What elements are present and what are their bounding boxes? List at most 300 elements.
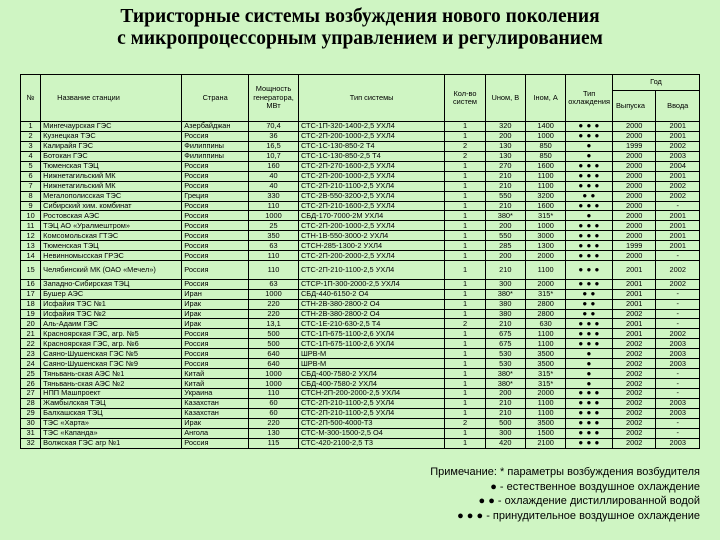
header-cooling: Тип охлаждения [566, 75, 613, 122]
cell-power: 40 [249, 181, 299, 191]
cell-num: 11 [21, 221, 41, 231]
cell-count: 1 [445, 438, 485, 448]
cell-power: 220 [249, 309, 299, 319]
cell-power: 1000 [249, 211, 299, 221]
cell-num: 2 [21, 131, 41, 141]
cell-year-release: 2001 [612, 289, 655, 299]
cell-unom: 380* [485, 289, 525, 299]
cell-year-release: 2000 [612, 211, 655, 221]
cell-year-commission: 2001 [656, 231, 700, 241]
cell-inom: 315* [525, 369, 565, 379]
cell-system: СБД-170-7000-2М УХЛ4 [298, 211, 444, 221]
cell-unom: 210 [485, 181, 525, 191]
cell-count: 1 [445, 261, 485, 280]
cell-year-release: 1999 [612, 141, 655, 151]
cell-system: СТС-1С-130-850-2 Т4 [298, 141, 444, 151]
cell-cooling: ● ● [566, 309, 613, 319]
cell-count: 1 [445, 201, 485, 211]
cell-station: Тяньвань-ская АЭС №2 [41, 379, 182, 389]
cell-country: Россия [182, 201, 249, 211]
cell-year-commission: 2002 [656, 279, 700, 289]
cell-station: Аль-Адаим ГЭС [41, 319, 182, 329]
excitation-systems-table [20, 74, 700, 449]
cell-station: Тяньвань-ская АЭС №1 [41, 369, 182, 379]
cell-count: 1 [445, 191, 485, 201]
cell-cooling: ● [566, 141, 613, 151]
cell-unom: 380 [485, 299, 525, 309]
cell-country: Ирак [182, 309, 249, 319]
header-unom: Uном, В [485, 75, 525, 122]
cell-year-release: 2000 [612, 181, 655, 191]
cell-num: 5 [21, 161, 41, 171]
table-row [21, 418, 700, 428]
cell-inom: 2100 [525, 438, 565, 448]
note-line-3: ● ● - охлаждение дистиллированной водой [478, 495, 700, 507]
table-row [21, 319, 700, 329]
cell-power: 500 [249, 339, 299, 349]
cell-year-commission: 2003 [656, 438, 700, 448]
cell-station: Комсомольская ГТЭС [41, 231, 182, 241]
cell-num: 29 [21, 408, 41, 418]
cell-count: 1 [445, 279, 485, 289]
header-year: Год [612, 75, 699, 91]
cell-station: Ростовская АЭС [41, 211, 182, 221]
cell-station: ТЭС «Капанда» [41, 428, 182, 438]
cell-count: 1 [445, 359, 485, 369]
cell-cooling: ● ● ● [566, 161, 613, 171]
cell-system: СТС-2В-550-3200-2,5 УХЛ4 [298, 191, 444, 201]
cell-num: 12 [21, 231, 41, 241]
cell-year-commission: - [656, 428, 700, 438]
cell-num: 23 [21, 349, 41, 359]
cell-country: Россия [182, 251, 249, 261]
cell-inom: 630 [525, 319, 565, 329]
cell-country: Россия [182, 279, 249, 289]
cell-inom: 1100 [525, 339, 565, 349]
cell-unom: 200 [485, 389, 525, 399]
cell-inom: 2000 [525, 389, 565, 399]
cell-year-release: 2000 [612, 122, 655, 132]
cell-system: СТС-2П-200-1000-2,5 УХЛ4 [298, 131, 444, 141]
cell-power: 70,4 [249, 122, 299, 132]
cell-cooling: ● ● ● [566, 231, 613, 241]
cell-power: 110 [249, 261, 299, 280]
cell-cooling: ● ● ● [566, 131, 613, 141]
cell-unom: 300 [485, 428, 525, 438]
cell-power: 640 [249, 359, 299, 369]
cell-system: СБД-400-7580-2 УХЛ4 [298, 369, 444, 379]
cell-inom: 1100 [525, 329, 565, 339]
cell-station: ТЭЦ АО «Уралмештром» [41, 221, 182, 231]
cell-year-release: 2000 [612, 231, 655, 241]
cell-station: Красноярская ГЭС, агр. №6 [41, 339, 182, 349]
cell-unom: 200 [485, 131, 525, 141]
cell-station: Ботокан ГЭС [41, 151, 182, 161]
cell-cooling: ● [566, 211, 613, 221]
cell-count: 1 [445, 299, 485, 309]
cell-inom: 1000 [525, 131, 565, 141]
cell-inom: 2000 [525, 251, 565, 261]
cell-station: Калирайя ГЭС [41, 141, 182, 151]
table-row [21, 359, 700, 369]
cell-num: 3 [21, 141, 41, 151]
cell-inom: 3500 [525, 418, 565, 428]
cell-cooling: ● [566, 369, 613, 379]
cell-year-commission: 2003 [656, 349, 700, 359]
cell-year-commission: 2003 [656, 339, 700, 349]
cell-count: 1 [445, 408, 485, 418]
cell-power: 40 [249, 171, 299, 181]
cell-year-commission: - [656, 319, 700, 329]
cell-inom: 315* [525, 211, 565, 221]
cell-year-release: 2002 [612, 339, 655, 349]
cell-year-commission: 2003 [656, 151, 700, 161]
cell-power: 220 [249, 299, 299, 309]
cell-station: Кузнецкая ТЭС [41, 131, 182, 141]
table-row [21, 181, 700, 191]
cell-system: СТС-2П-200-1000-2,5 УХЛ4 [298, 221, 444, 231]
cell-power: 160 [249, 161, 299, 171]
table-row [21, 369, 700, 379]
cell-year-commission: - [656, 309, 700, 319]
cell-cooling: ● ● ● [566, 319, 613, 329]
table-row [21, 201, 700, 211]
cell-inom: 315* [525, 379, 565, 389]
cell-year-commission: - [656, 289, 700, 299]
cell-unom: 675 [485, 329, 525, 339]
cell-inom: 1100 [525, 171, 565, 181]
cell-count: 1 [445, 428, 485, 438]
cell-power: 16,5 [249, 141, 299, 151]
cell-power: 60 [249, 398, 299, 408]
cell-unom: 550 [485, 231, 525, 241]
cell-unom: 210 [485, 261, 525, 280]
cell-power: 60 [249, 408, 299, 418]
cell-count: 1 [445, 398, 485, 408]
cell-power: 350 [249, 231, 299, 241]
cell-year-release: 2002 [612, 398, 655, 408]
cell-country: Россия [182, 329, 249, 339]
cell-year-commission: - [656, 418, 700, 428]
cell-station: Нижнетагильский МК [41, 181, 182, 191]
table-row [21, 349, 700, 359]
header-count: Кол-во систем [445, 75, 485, 122]
table-row [21, 141, 700, 151]
cell-cooling: ● ● ● [566, 251, 613, 261]
table-row [21, 398, 700, 408]
cell-station: Челябинский МК (ОАО «Мечел») [41, 261, 182, 280]
cell-country: Россия [182, 241, 249, 251]
table-row [21, 329, 700, 339]
table-row [21, 289, 700, 299]
table-row [21, 339, 700, 349]
cell-country: Китай [182, 369, 249, 379]
header-num: № [21, 75, 41, 122]
note-line-1: Примечание: * параметры возбуждения возбудителя [430, 466, 700, 478]
table-row [21, 221, 700, 231]
cell-inom: 3500 [525, 349, 565, 359]
cell-system: СТС-2П-210-1600-2,5 УХЛ4 [298, 201, 444, 211]
cell-year-release: 2000 [612, 191, 655, 201]
cell-year-release: 2000 [612, 161, 655, 171]
table-row [21, 231, 700, 241]
cell-system: СТС-2П-210-1100-2,5 УХЛ4 [298, 261, 444, 280]
cell-cooling: ● ● ● [566, 398, 613, 408]
cell-num: 25 [21, 369, 41, 379]
cell-system: СТС-2П-270-1600-2,5 УХЛ4 [298, 161, 444, 171]
cell-unom: 210 [485, 319, 525, 329]
cell-country: Ангола [182, 428, 249, 438]
header-power: Мощность генератора, МВт [249, 75, 299, 122]
cell-unom: 675 [485, 339, 525, 349]
cell-country: Ирак [182, 299, 249, 309]
cell-num: 10 [21, 211, 41, 221]
cell-system: ШРВ-М [298, 349, 444, 359]
cell-station: Саяно-Шушенская ГЭС №9 [41, 359, 182, 369]
cell-cooling: ● ● ● [566, 241, 613, 251]
cell-inom: 850 [525, 141, 565, 151]
cell-num: 26 [21, 379, 41, 389]
cell-country: Казахстан [182, 398, 249, 408]
cell-system: ШРВ-М [298, 359, 444, 369]
table-row [21, 251, 700, 261]
cell-country: Азербайджан [182, 122, 249, 132]
cell-year-release: 2001 [612, 319, 655, 329]
cell-year-commission: 2002 [656, 329, 700, 339]
cell-country: Ирак [182, 418, 249, 428]
cell-unom: 380* [485, 211, 525, 221]
cell-cooling: ● ● ● [566, 389, 613, 399]
cell-year-release: 2002 [612, 428, 655, 438]
cell-country: Россия [182, 211, 249, 221]
cell-count: 1 [445, 241, 485, 251]
cell-system: СТС-1П-675-1100-2,6 УХЛ4 [298, 329, 444, 339]
cell-system: СТС-1П-320-1400-2,5 УХЛ4 [298, 122, 444, 132]
cell-power: 110 [249, 201, 299, 211]
cell-inom: 1600 [525, 201, 565, 211]
cell-cooling: ● ● ● [566, 181, 613, 191]
cell-inom: 1100 [525, 181, 565, 191]
cell-country: Ирак [182, 319, 249, 329]
cell-cooling: ● ● [566, 191, 613, 201]
cell-power: 63 [249, 241, 299, 251]
cell-station: Мегалополисская ТЭС [41, 191, 182, 201]
table-row [21, 379, 700, 389]
cell-system: СТС-2П-210-1100-2,5 УХЛ4 [298, 398, 444, 408]
cell-system: СБД-440-6150-2 О4 [298, 289, 444, 299]
cell-count: 1 [445, 251, 485, 261]
cell-inom: 3500 [525, 359, 565, 369]
cell-unom: 380* [485, 369, 525, 379]
cell-unom: 210 [485, 171, 525, 181]
cell-country: Россия [182, 438, 249, 448]
cell-power: 13,1 [249, 319, 299, 329]
cell-power: 115 [249, 438, 299, 448]
cell-cooling: ● ● ● [566, 418, 613, 428]
cell-year-release: 2002 [612, 418, 655, 428]
cell-country: Россия [182, 181, 249, 191]
cell-year-release: 2000 [612, 221, 655, 231]
cell-num: 13 [21, 241, 41, 251]
cell-count: 1 [445, 369, 485, 379]
cell-power: 1000 [249, 289, 299, 299]
title-line-2: с микропроцессорным управлением и регулированием [117, 28, 603, 49]
cell-count: 2 [445, 418, 485, 428]
cell-inom: 2800 [525, 309, 565, 319]
table-row [21, 151, 700, 161]
cell-station: ТЭС «Харта» [41, 418, 182, 428]
cell-unom: 210 [485, 408, 525, 418]
cell-power: 330 [249, 191, 299, 201]
cell-station: Исфайия ТЭС №2 [41, 309, 182, 319]
cell-country: Россия [182, 261, 249, 280]
cell-unom: 300 [485, 279, 525, 289]
table-row [21, 389, 700, 399]
cell-cooling: ● ● ● [566, 171, 613, 181]
cell-year-commission: 2004 [656, 161, 700, 171]
table-row [21, 161, 700, 171]
cell-year-release: 2001 [612, 261, 655, 280]
cell-year-release: 2002 [612, 349, 655, 359]
cell-year-commission: 2003 [656, 359, 700, 369]
table-row [21, 211, 700, 221]
cell-station: Исфайия ТЭС №1 [41, 299, 182, 309]
cell-system: СТС-420-2100-2,5 Т3 [298, 438, 444, 448]
cell-year-commission: - [656, 389, 700, 399]
cell-unom: 210 [485, 201, 525, 211]
cell-system: СБД-400-7580-2 УХЛ4 [298, 379, 444, 389]
cell-inom: 3200 [525, 191, 565, 201]
cell-system: СТС-2П-200-2000-2,5 УХЛ4 [298, 251, 444, 261]
cell-inom: 315* [525, 289, 565, 299]
cell-country: Греция [182, 191, 249, 201]
cell-inom: 1100 [525, 261, 565, 280]
cell-unom: 550 [485, 191, 525, 201]
cell-country: Россия [182, 231, 249, 241]
cell-station: Бушер АЭС [41, 289, 182, 299]
cell-num: 1 [21, 122, 41, 132]
cell-system: СТСР-1П-300-2000-2,5 УХЛ4 [298, 279, 444, 289]
cell-year-commission: 2002 [656, 141, 700, 151]
cell-unom: 130 [485, 151, 525, 161]
cell-year-release: 2000 [612, 171, 655, 181]
cell-year-commission: - [656, 201, 700, 211]
cell-power: 110 [249, 389, 299, 399]
cell-system: СТС-1П-675-1100-2,6 УХЛ4 [298, 339, 444, 349]
cell-station: НПП Машпроект [41, 389, 182, 399]
cell-station: Нижнетагильский МК [41, 171, 182, 181]
note-line-4: ● ● ● - принудительное воздушное охлаждение [457, 509, 700, 522]
cell-inom: 1300 [525, 241, 565, 251]
cell-count: 1 [445, 221, 485, 231]
cell-num: 31 [21, 428, 41, 438]
cell-year-commission: - [656, 251, 700, 261]
cell-year-commission: 2003 [656, 398, 700, 408]
cell-year-commission: 2002 [656, 191, 700, 201]
cell-country: Россия [182, 359, 249, 369]
cell-cooling: ● [566, 349, 613, 359]
header-year-commission: Ввода [656, 91, 700, 122]
cell-inom: 1000 [525, 221, 565, 231]
cell-power: 10,7 [249, 151, 299, 161]
cell-system: СТН-2В-380-2800-2 О4 [298, 309, 444, 319]
cell-year-commission: - [656, 379, 700, 389]
cell-num: 32 [21, 438, 41, 448]
cell-year-release: 2000 [612, 251, 655, 261]
cell-country: Россия [182, 171, 249, 181]
cell-cooling: ● ● ● [566, 201, 613, 211]
cell-power: 36 [249, 131, 299, 141]
cell-num: 15 [21, 261, 41, 280]
cell-unom: 270 [485, 161, 525, 171]
cell-country: Россия [182, 349, 249, 359]
cell-country: Филиппины [182, 151, 249, 161]
cell-num: 27 [21, 389, 41, 399]
cell-num: 18 [21, 299, 41, 309]
header-system: Тип системы [298, 75, 444, 122]
table-row [21, 299, 700, 309]
cell-cooling: ● ● ● [566, 438, 613, 448]
cell-unom: 210 [485, 398, 525, 408]
cell-country: Китай [182, 379, 249, 389]
cell-station: Тюменская ТЭЦ [41, 241, 182, 251]
cell-count: 1 [445, 329, 485, 339]
cell-cooling: ● ● [566, 299, 613, 309]
cell-power: 110 [249, 251, 299, 261]
cell-cooling: ● ● [566, 289, 613, 299]
header-inom: Iном, А [525, 75, 565, 122]
cell-inom: 2000 [525, 279, 565, 289]
cell-cooling: ● ● ● [566, 329, 613, 339]
cell-cooling: ● ● ● [566, 261, 613, 280]
cell-cooling: ● ● ● [566, 279, 613, 289]
cell-inom: 3000 [525, 231, 565, 241]
cell-system: СТС-2П-500-4000-Т3 [298, 418, 444, 428]
cell-country: Филиппины [182, 141, 249, 151]
cell-power: 640 [249, 349, 299, 359]
cell-station: Волжская ГЭС агр №1 [41, 438, 182, 448]
cell-num: 20 [21, 319, 41, 329]
cell-cooling: ● [566, 151, 613, 161]
cell-power: 1000 [249, 369, 299, 379]
cell-count: 2 [445, 151, 485, 161]
table-row [21, 438, 700, 448]
cell-year-release: 2000 [612, 201, 655, 211]
cell-station: Балхашская ТЭЦ [41, 408, 182, 418]
cell-count: 2 [445, 141, 485, 151]
cell-inom: 1400 [525, 122, 565, 132]
cell-num: 8 [21, 191, 41, 201]
header-station: Название станции [41, 75, 182, 122]
cell-power: 1000 [249, 379, 299, 389]
cell-count: 1 [445, 181, 485, 191]
cell-year-release: 2002 [612, 408, 655, 418]
cell-num: 14 [21, 251, 41, 261]
table-row [21, 279, 700, 289]
cell-num: 28 [21, 398, 41, 408]
table-row [21, 408, 700, 418]
cell-cooling: ● ● ● [566, 221, 613, 231]
cell-count: 1 [445, 131, 485, 141]
cell-count: 1 [445, 171, 485, 181]
cell-year-release: 2002 [612, 369, 655, 379]
cell-unom: 200 [485, 251, 525, 261]
cell-cooling: ● ● ● [566, 408, 613, 418]
table-note [430, 465, 700, 523]
cell-count: 1 [445, 389, 485, 399]
cell-power: 63 [249, 279, 299, 289]
cell-year-release: 2002 [612, 309, 655, 319]
